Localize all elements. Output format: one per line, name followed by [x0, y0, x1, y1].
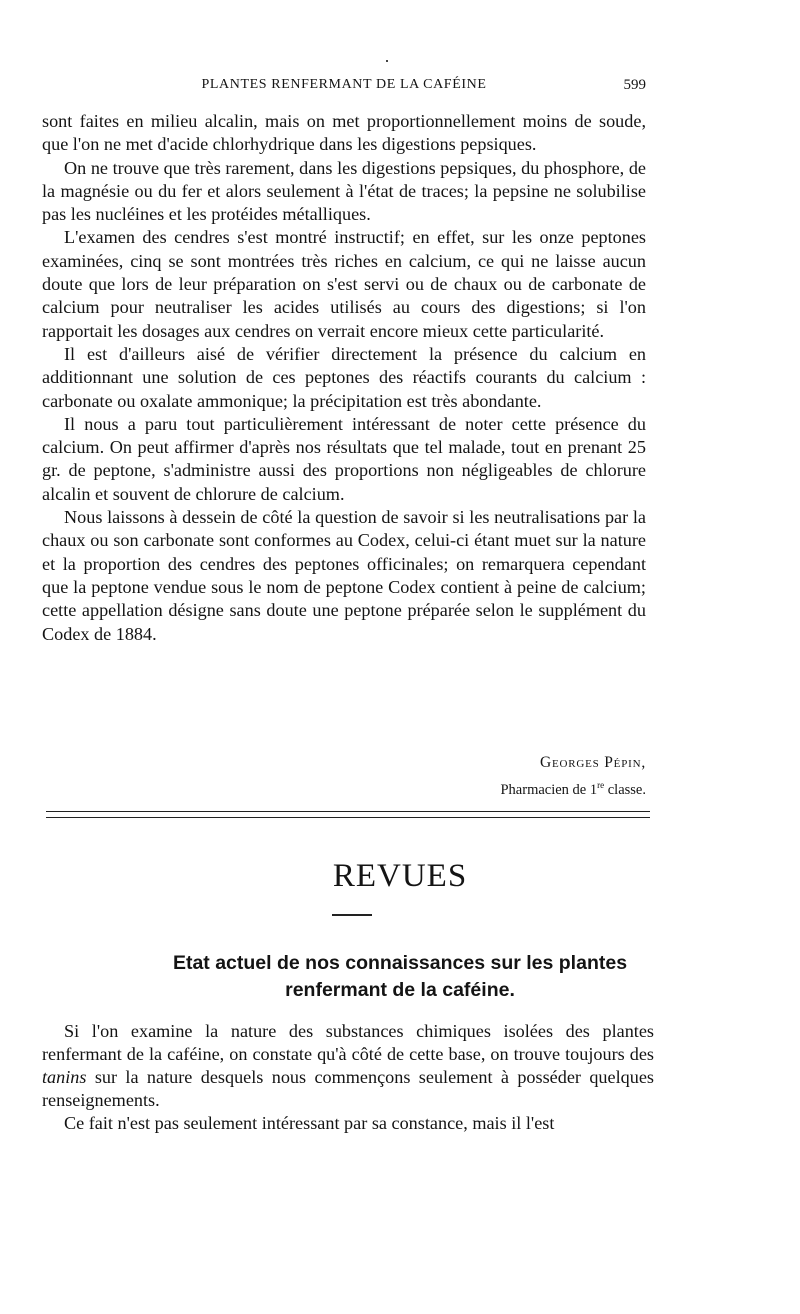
author-signature: [500, 752, 646, 801]
article-title: [80, 950, 720, 1004]
article-title-line-1: Etat actuel de nos connaissances sur les plantes: [172, 952, 628, 974]
paragraph-2: On ne trouve que très rarement, dans les digestions pepsiques, du phosphore, de la magnésie ou du fer et alors seulement à l'état de traces; la pepsine ne solubilise pas les nucléines et les protéides métalliques.: [42, 157, 646, 225]
author-title-end: classe.: [604, 781, 646, 798]
article-paragraph-2: Ce fait n'est pas seulement intéressant par sa constance, mais il l'est: [64, 1113, 555, 1133]
article-paragraph-1-end: sur la nature desquels nous commençons seulement à posséder quelques renseignements.: [42, 1067, 654, 1110]
running-header: [42, 74, 646, 98]
article-title-line-2: renfermant de la caféine.: [285, 979, 515, 1001]
page-number: 599: [623, 77, 646, 93]
article-paragraph-1: [42, 1020, 654, 1112]
section-title: REVUES: [332, 858, 468, 894]
author-title-superscript: re: [597, 780, 605, 790]
article-paragraph-1-start: Si l'on examine la nature des substances chimiques isolées des plantes renfermant de la caféine, on constate qu'à côté de cette base, on trouve toujours des: [42, 1021, 654, 1064]
paragraph-6: Nous laissons à dessein de côté la question de savoir si les neutralisations par la chaux ou son carbonate sont conformes au Codex, celui-ci étant muet sur la nature et la proportion des cendres des peptones officinales; on remarquera cependant que la peptone vendue sous le nom de peptone Codex contient à peine de calcium; cette appellation désigne sans doute une peptone préparée selon le supplément du Codex de 1884.: [42, 507, 646, 644]
paragraph-1: sont faites en milieu alcalin, mais on met proportionnellement moins de soude, que l'on ne met d'acide chlorhydrique dans les digestions pepsiques.: [42, 111, 646, 155]
title-underline: [332, 914, 372, 916]
article-body: [42, 1020, 654, 1135]
paragraph-5: Il nous a paru tout particulièrement intéressant de noter cette présence du calcium. On peut affirmer d'après nos résultats que tel malade, tout en prenant 25 gr. de peptone, s'administre aussi des proportions non négligeables de chlorure alcalin et souvent de chlorure de calcium.: [42, 413, 646, 504]
article-body-continued: [42, 110, 646, 646]
paragraph-3: L'examen des cendres s'est montré instructif; en effet, sur les onze peptones examinées, cinq se sont montrées très riches en calcium, ce qui ne laisse aucun doute que lors de leur préparation on s'est servi ou de chaux ou de carbonate de calcium pour neutraliser les acides utilisés au cours des digestions; si l'on rapportait les dosages aux cendres on verrait encore mieux cette particularité.: [42, 227, 646, 341]
section-divider-top: [46, 811, 650, 812]
italic-term: tanins: [42, 1067, 87, 1087]
paragraph-4: Il est d'ailleurs aisé de vérifier directement la présence du calcium en additionnant une solution de ces peptones des réactifs courants du calcium : carbonate ou oxalate ammonique; la précipitation est très abondante.: [42, 343, 646, 411]
running-title: PLANTES RENFERMANT DE LA CAFÉINE: [201, 77, 487, 92]
section-divider-bottom: [46, 817, 650, 818]
author-title-text: Pharmacien de 1: [500, 781, 598, 798]
author-name: Georges Pépin,: [540, 754, 646, 771]
author-title: [500, 774, 646, 801]
printer-mark: [386, 60, 388, 62]
